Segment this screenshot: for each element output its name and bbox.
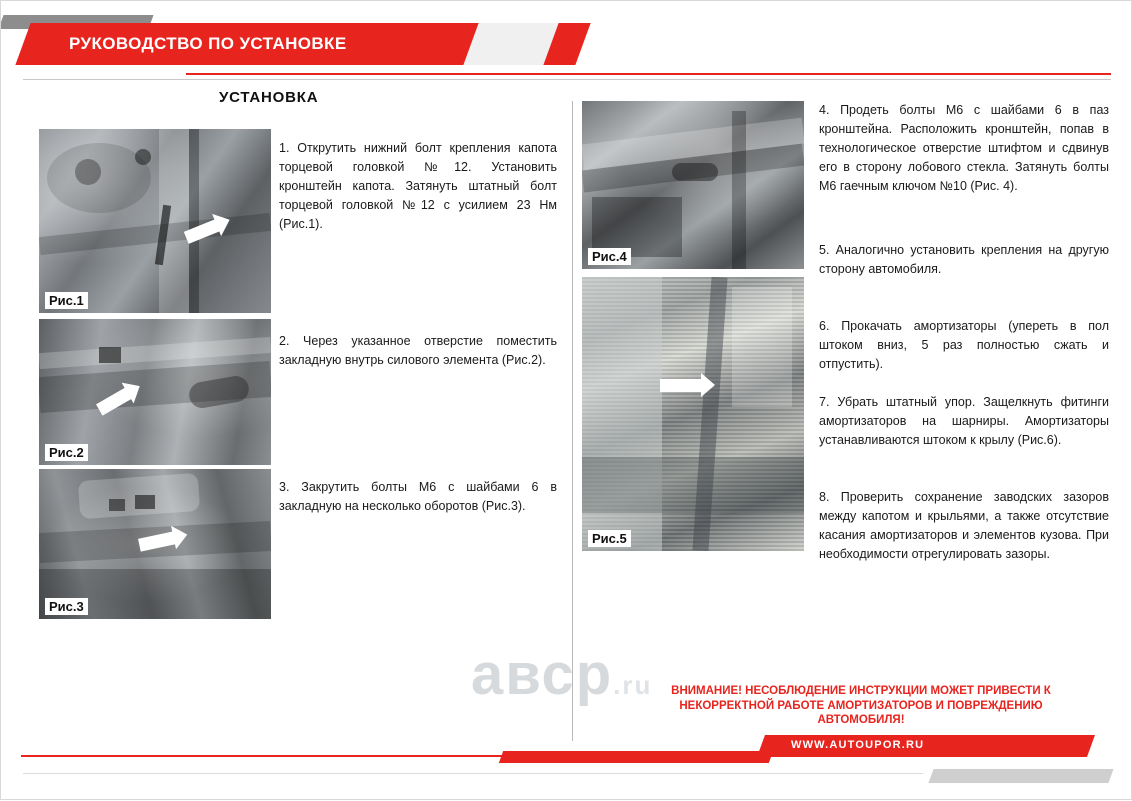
figure-caption-2: Рис.2	[45, 444, 88, 461]
step-3-text: 3. Закрутить болты М6 с шайбами 6 в закладную на несколько оборотов (Рис.3).	[279, 480, 557, 513]
step-7-text: 7. Убрать штатный упор. Защелкнуть фитинги амортизаторов на шарниры. Амортизаторы устанавливаются штоком к крылу (Рис.6).	[819, 395, 1109, 447]
step-1-text: 1. Открутить нижний болт крепления капота торцевой головкой №12. Установить кронштейн капота. Затянуть штатный болт торцевой головкой №12 с усилием 23 Нм (Рис.1).	[279, 141, 557, 231]
figure-caption-4: Рис.4	[588, 248, 631, 265]
figure-caption-5: Рис.5	[588, 530, 631, 547]
section-title: УСТАНОВКА	[219, 89, 319, 106]
header-rule-grey	[23, 79, 1111, 80]
photo1-detail-b	[75, 159, 101, 185]
header-accent-shape-light	[463, 23, 558, 65]
footer-url[interactable]: WWW.AUTOUPOR.RU	[791, 739, 925, 751]
step-4-text: 4. Продеть болты М6 с шайбами 6 в паз кронштейна. Расположить кронштейн, попав в технологическое отверстие штифтом и сдвинув его в сторону лобового стекла. Затянуть болты М6 гаечным ключом №10 (Рис. 4).	[819, 103, 1109, 193]
footer-rule-red	[21, 755, 541, 757]
step-5-text: 5. Аналогично установить крепления на другую сторону автомобиля.	[819, 243, 1109, 276]
photo5-detail-b	[582, 457, 804, 513]
step-8-text: 8. Проверить сохранение заводских зазоров между капотом и крыльями, а также отсутствие касания амортизаторов и элементов кузова. При необходимости отрегулировать зазоры.	[819, 490, 1109, 561]
watermark-text: авср	[471, 642, 614, 707]
photo3-bolt-2	[109, 499, 125, 511]
photo1-bolt	[135, 149, 151, 165]
footer-accent-shape-grey	[928, 769, 1113, 783]
warning-line-2: НЕКОРРЕКТНОЙ РАБОТЕ АМОРТИЗАТОРОВ И ПОВРЕЖДЕНИЮ	[679, 699, 1043, 712]
warning-line-1: ВНИМАНИЕ! НЕСОБЛЮДЕНИЕ ИНСТРУКЦИИ МОЖЕТ ПРИВЕСТИ К	[671, 685, 1051, 697]
figure-image-2	[39, 319, 271, 465]
figure-caption-3: Рис.3	[45, 598, 88, 615]
step-6-text: 6. Прокачать амортизаторы (упереть в пол штоком вниз, 5 раз полностью сжать и отпустить).	[819, 319, 1109, 371]
figure-image-5	[582, 277, 804, 551]
warning-line-3: АВТОМОБИЛЯ!	[817, 714, 905, 726]
step-2-text: 2. Через указанное отверстие поместить закладную внутрь силового элемента (Рис.2).	[279, 334, 557, 367]
photo1-detail-e	[39, 213, 271, 255]
figure-image-3	[39, 469, 271, 619]
photo4-detail-c	[732, 111, 746, 269]
photo3-bolt	[135, 495, 155, 509]
photo2-hole	[99, 347, 121, 363]
warning-notice	[621, 684, 1101, 728]
photo5-detail-c	[732, 287, 792, 407]
footer-accent-shape	[499, 751, 773, 763]
header-title: РУКОВОДСТВО ПО УСТАНОВКЕ	[69, 34, 347, 53]
figure-image-4	[582, 101, 804, 269]
watermark-suffix: .ru	[613, 670, 653, 700]
header-rule-red	[186, 73, 1111, 75]
photo4-bracket	[672, 163, 718, 181]
figure-caption-1: Рис.1	[45, 292, 88, 309]
footer-rule-grey	[23, 773, 923, 774]
page-header	[1, 1, 1132, 87]
figure-image-1	[39, 129, 271, 313]
photo5-pointer-arrow	[660, 379, 702, 392]
page-footer	[1, 727, 1132, 801]
